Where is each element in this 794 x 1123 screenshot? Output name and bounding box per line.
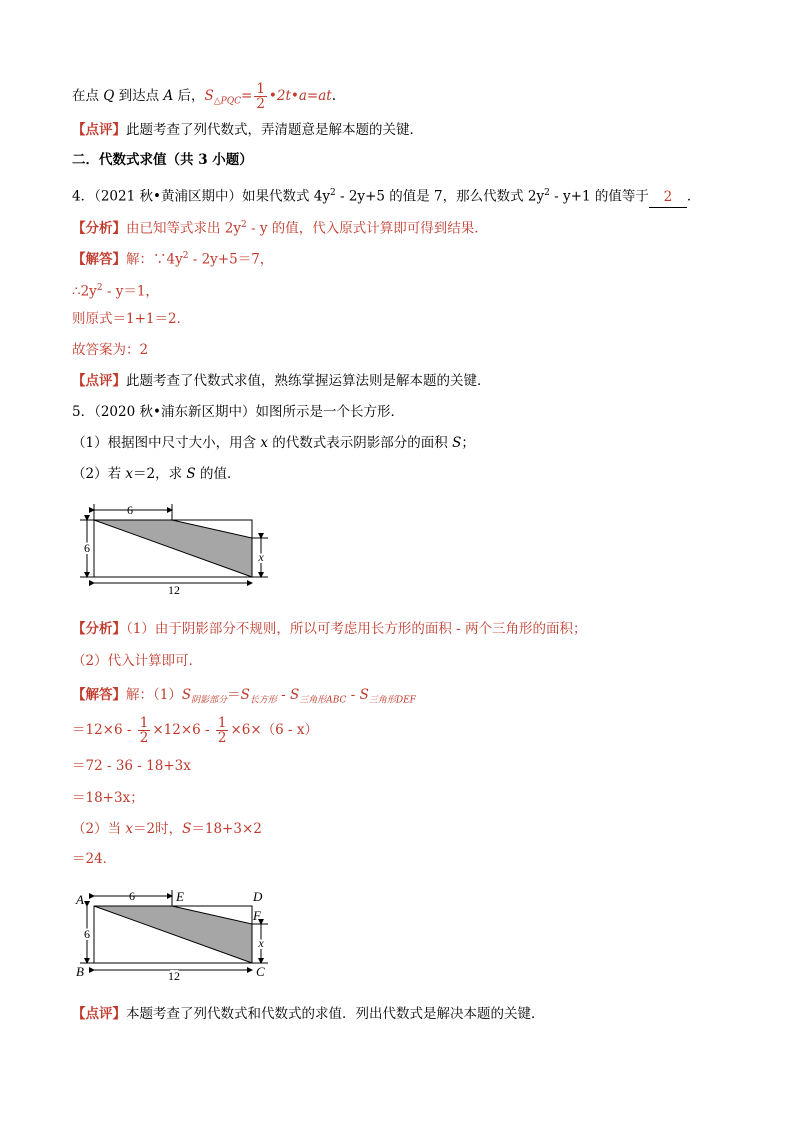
- top-label: 6: [129, 889, 135, 903]
- right-label: x: [258, 936, 264, 950]
- top-label: 6: [127, 503, 133, 517]
- review-1: 【点评】此题考查了列代数式，弄清题意是解本题的关键．: [72, 122, 423, 138]
- left-label: 6: [84, 541, 90, 555]
- q5-analysis-2: （2）代入计算即可．: [72, 653, 203, 669]
- point-D-label: D: [253, 889, 263, 904]
- review-3: 【点评】本题考查了列代数式和代数式的求值．列出代数式是解决本题的关键．: [72, 1006, 545, 1022]
- q5-analysis: 【分析】（1）由于阴影部分不规则，所以可考虑用长方形的面积 - 两个三角形的面积；: [72, 621, 587, 637]
- q5-solution: 【解答】解：$(1)S_{阴影部分}=S_{长方形} - S_{三角形ABC} - S_{三角形DEF}$: [72, 687, 416, 706]
- q5-line4: ＝18+3x；: [72, 790, 144, 806]
- left-label: 6: [84, 927, 90, 941]
- q5-line6: ＝24．: [72, 851, 117, 867]
- q5-line5: （2）当 x＝2时，S＝18+3×2: [72, 821, 262, 837]
- q5-line2: ＝12×6 - $\frac{1}{2}$ ×12×6 - $\frac{1}{2}$ ×6×（6 - x）: [72, 715, 319, 746]
- bottom-label: 12: [168, 969, 180, 983]
- solution-line-area: 在点 Q 到达点 A 后，$S_{\triangle PQC}=$ $\frac{1}{2}$ •2t•a=at.: [72, 81, 336, 112]
- question-5: 5．（2020 秋•浦东新区期中）如图所示是一个长方形．: [72, 404, 404, 420]
- rectangle-figure-1: [70, 496, 280, 600]
- review-2: 【点评】此题考查了代数式求值，熟练掌握运算法则是解本题的关键．: [72, 373, 491, 389]
- section-heading: 二．代数式求值（共 3 小题）: [72, 152, 253, 168]
- q4-step1: $\therefore 2y^2 - y=1$，: [72, 283, 159, 300]
- shaded-region: [94, 520, 252, 577]
- point-B-label: B: [76, 964, 84, 979]
- question-4: 4．（2021 秋•黄浦区期中）如果代数式 $4y^2 - 2y+5$ 的值是 7，那么代数式 $2y^2 - y+1$ 的值等于 2 ．: [72, 183, 700, 208]
- rectangle-figure-2: [70, 884, 280, 984]
- q4-answer: 故答案为：2: [72, 342, 149, 358]
- point-C-label: C: [256, 964, 265, 979]
- point-F-label: F: [253, 908, 261, 923]
- q5-line3: ＝72 - 36 - 18+3x: [72, 758, 191, 774]
- q5-part2: （2）若 x＝2，求 S 的值．: [72, 466, 241, 482]
- point-A-label: A: [76, 892, 84, 907]
- q4-step2: 则原式＝1+1＝2．: [72, 311, 191, 327]
- fraction: $\frac{1}{2}$: [256, 81, 265, 112]
- q5-part1: （1）根据图中尺寸大小，用含 x 的代数式表示阴影部分的面积 S；: [72, 435, 475, 451]
- bottom-label: 12: [168, 583, 180, 597]
- right-label: x: [258, 550, 264, 564]
- q4-solution: 【解答】解：$\because 4y^2 - 2y+5=7$，: [72, 251, 274, 268]
- q4-analysis: 【分析】由已知等式求出 $2y^2$ - y 的值，代入原式计算即可得到结果．: [72, 220, 488, 237]
- point-E-label: E: [176, 889, 184, 904]
- shaded-region: [94, 906, 252, 963]
- answer-blank: 2: [649, 187, 687, 208]
